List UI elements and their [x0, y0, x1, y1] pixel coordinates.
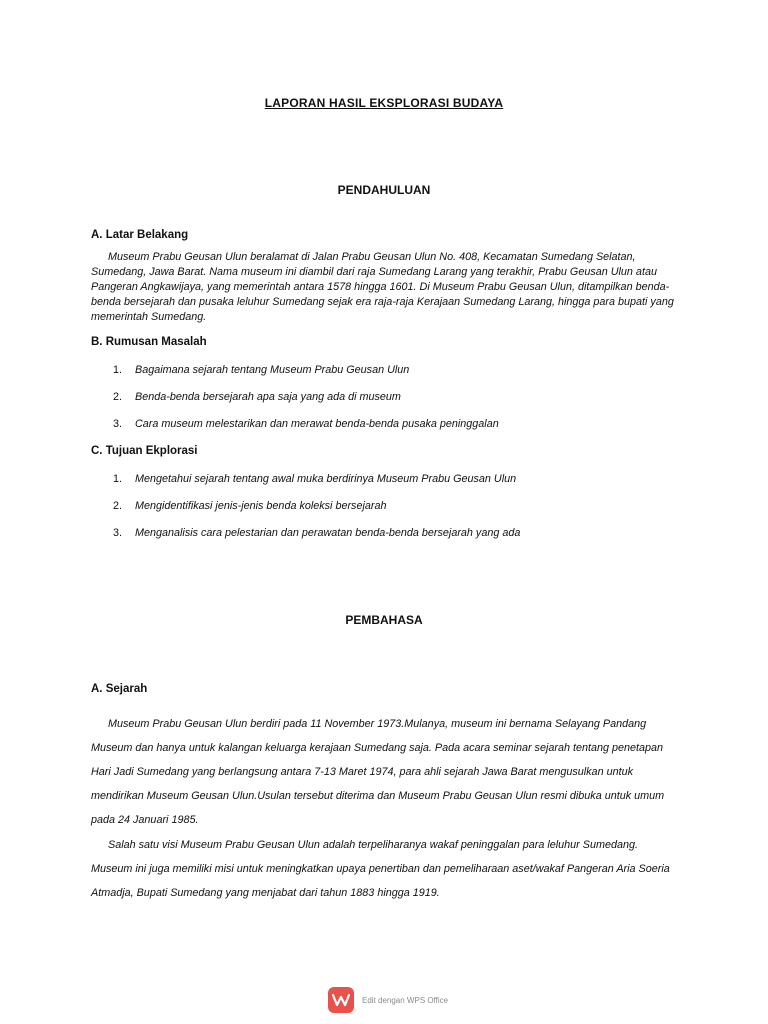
list-item-number: 3.: [113, 418, 123, 430]
paragraph-sejarah-2: Salah satu visi Museum Prabu Geusan Ulun adalah terpeliharanya wakaf peninggalan para leluhur Sumedang. Museum ini juga memiliki misi untuk meningkatkan upaya penertiban dan pemeliharaan aset/wakaf Pangeran Aria Soeria Atmadja, Bupati Sumedang yang menjabat dari tahun 1883 hingga 1919.: [91, 839, 670, 899]
subheading-rumusan-masalah: B. Rumusan Masalah: [91, 336, 207, 348]
wps-footer-text[interactable]: Edit dengan WPS Office: [362, 995, 449, 1005]
list-item-text: Benda-benda bersejarah apa saja yang ada di museum: [135, 391, 401, 403]
subheading-latar-belakang: A. Latar Belakang: [91, 229, 189, 241]
list-item: [113, 391, 401, 403]
list-item: [113, 527, 520, 539]
section-heading-pembahasa: PEMBAHASA: [345, 613, 423, 627]
list-item: [113, 418, 499, 430]
list-item-number: 2.: [113, 500, 123, 512]
wps-logo-icon: [328, 987, 354, 1013]
list-item: [113, 500, 386, 512]
list-item: [113, 473, 516, 485]
list-item-text: Mengetahui sejarah tentang awal muka berdirinya Museum Prabu Geusan Ulun: [135, 473, 517, 485]
list-item-number: 3.: [113, 527, 123, 539]
paragraph-sejarah-1: Museum Prabu Geusan Ulun berdiri pada 11 November 1973.Mulanya, museum ini bernama Selayang Pandang Museum dan hanya untuk kalangan keluarga kerajaan Sumedang saja. Pada acara seminar sejarah tentang penetapan Hari Jadi Sumedang yang berlangsung antara 7-13 Maret 1974, para ahli sejarah Jawa Barat mengusulkan untuk mendirikan Museum Geusan Ulun.Usulan tersebut diterima dan Museum Prabu Geusan Ulun resmi dibuka untuk umum pada 24 Januari 1985.: [91, 718, 665, 826]
section-heading-pendahuluan: PENDAHULUAN: [337, 183, 431, 197]
paragraph-latar-belakang: Museum Prabu Geusan Ulun beralamat di Jalan Prabu Geusan Ulun No. 408, Kecamatan Sumedang Selatan, Sumedang, Jawa Barat. Nama museum ini diambil dari raja Sumedang Larang yang terakhir, Prabu Geusan Ulun atau Pangeran Angkawijaya, yang memerintah antara 1578 hingga 1601. Di Museum Prabu Geusan Ulun, ditampilkan benda-benda bersejarah dan pusaka leluhur Sumedang sejak era raja-raja Kerajaan Sumedang Larang, hingga para bupati yang memerintah Sumedang.: [91, 251, 674, 323]
list-item: [113, 364, 409, 376]
list-item-number: 1.: [113, 364, 123, 376]
list-item-text: Menganalisis cara pelestarian dan perawatan benda-benda bersejarah yang ada: [135, 527, 521, 539]
document-title: LAPORAN HASIL EKSPLORASI BUDAYA: [264, 96, 504, 110]
subheading-sejarah: A. Sejarah: [91, 683, 148, 695]
list-item-number: 2.: [113, 391, 123, 403]
wps-footer[interactable]: [328, 985, 448, 1015]
list-item-number: 1.: [113, 473, 123, 485]
list-item-text: Cara museum melestarikan dan merawat benda-benda pusaka peninggalan: [135, 418, 499, 430]
list-item-text: Mengidentifikasi jenis-jenis benda koleksi bersejarah: [135, 500, 387, 512]
subheading-tujuan-eksplorasi: C. Tujuan Ekplorasi: [91, 445, 198, 457]
list-item-text: Bagaimana sejarah tentang Museum Prabu Geusan Ulun: [135, 364, 410, 376]
